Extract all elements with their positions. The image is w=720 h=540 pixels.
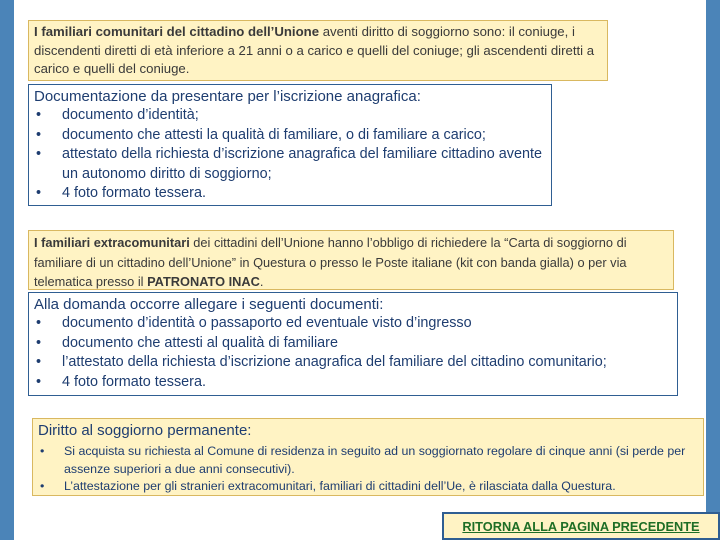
bullet: • <box>36 315 42 331</box>
application-title-colon: : <box>379 296 384 313</box>
list-item <box>34 145 546 184</box>
documentation-title: Documentazione da presentare per l’iscrizione anagrafica <box>34 88 417 105</box>
return-previous-page-link[interactable]: RITORNA ALLA PAGINA PRECEDENTE <box>442 512 720 540</box>
extracom-text-end: . <box>259 274 264 289</box>
bullet: • <box>36 107 42 123</box>
application-list <box>34 314 672 392</box>
application-title: Alla domanda occorre allegare i seguenti documenti <box>34 296 380 313</box>
intro-text: aventi diritto di soggiorno sono: il coniuge, i discendenti diretti di età inferiore a 21 anni o a carico e quelli del coniuge; gli ascendenti diretti a carico e quelli del coniuge. <box>34 24 595 76</box>
list-item <box>34 334 672 354</box>
list-item <box>34 314 672 334</box>
left-frame-bar <box>0 0 14 540</box>
bullet: • <box>36 334 42 351</box>
bullet: • <box>40 444 45 458</box>
list-item-text: attestato della richiesta d’iscrizione anagrafica del familiare cittadino avente un autonomo diritto di soggiorno; <box>62 146 542 182</box>
permanent-list <box>38 443 698 496</box>
bullet: • <box>36 373 42 390</box>
list-item <box>38 443 698 478</box>
list-item <box>34 184 546 204</box>
bullet: • <box>36 185 42 201</box>
documentation-list <box>34 106 546 204</box>
list-item-text: 4 foto formato tessera. <box>62 373 206 390</box>
list-item <box>34 126 546 146</box>
documentation-title-colon: : <box>416 88 421 105</box>
documentation-title-line <box>34 87 546 106</box>
list-item-text: l’attestato della richiesta d’iscrizione anagrafica del familiare del cittadino comunitario; <box>62 354 607 370</box>
intro-box <box>28 20 608 81</box>
bullet: • <box>36 146 42 162</box>
extracom-bold-text: I familiari extracomunitari <box>34 235 190 250</box>
list-item-text: documento che attesti al qualità di familiare <box>62 334 338 351</box>
list-item <box>34 373 672 393</box>
documentation-box <box>28 84 552 206</box>
extracom-text: dei cittadini dell’Unione hanno l’obbligo di richiedere la “Carta di soggiorno di familiare di un cittadino dell’Unione” in Questura o presso le Poste italiane (kit con banda gialla) o per via telematica presso il <box>34 235 627 289</box>
bullet: • <box>40 479 45 493</box>
application-title-line <box>34 295 672 314</box>
list-item-text: documento d’identità o passaporto ed eventuale visto d’ingresso <box>62 315 472 331</box>
list-item-text: documento che attesti la qualità di familiare, o di familiare a carico; <box>62 126 486 143</box>
list-item-text: 4 foto formato tessera. <box>62 185 206 201</box>
intro-bold-text: I familiari comunitari del cittadino dell’Unione <box>34 24 320 39</box>
list-item <box>34 106 546 126</box>
application-box <box>28 292 678 396</box>
list-item <box>38 478 698 496</box>
list-item-text: documento d’identità; <box>62 107 199 123</box>
extracomunitari-box <box>28 230 674 290</box>
list-item-text: Si acquista su richiesta al Comune di residenza in seguito ad un soggiornato regolare di cinque anni (si perde per assenze superiori a due anni consecutivi). <box>64 444 686 476</box>
bullet: • <box>36 354 42 370</box>
list-item <box>34 353 672 373</box>
right-frame-bar <box>706 0 720 540</box>
permanent-title: Diritto al soggiorno permanente: <box>38 422 252 439</box>
bullet: • <box>36 126 42 143</box>
permanent-residence-box <box>32 418 704 496</box>
patronato-text: PATRONATO INAC <box>147 274 260 289</box>
list-item-text: L’attestazione per gli stranieri extracomunitari, familiari di cittadini dell’Ue, è rilasciata dalla Questura. <box>64 479 616 493</box>
